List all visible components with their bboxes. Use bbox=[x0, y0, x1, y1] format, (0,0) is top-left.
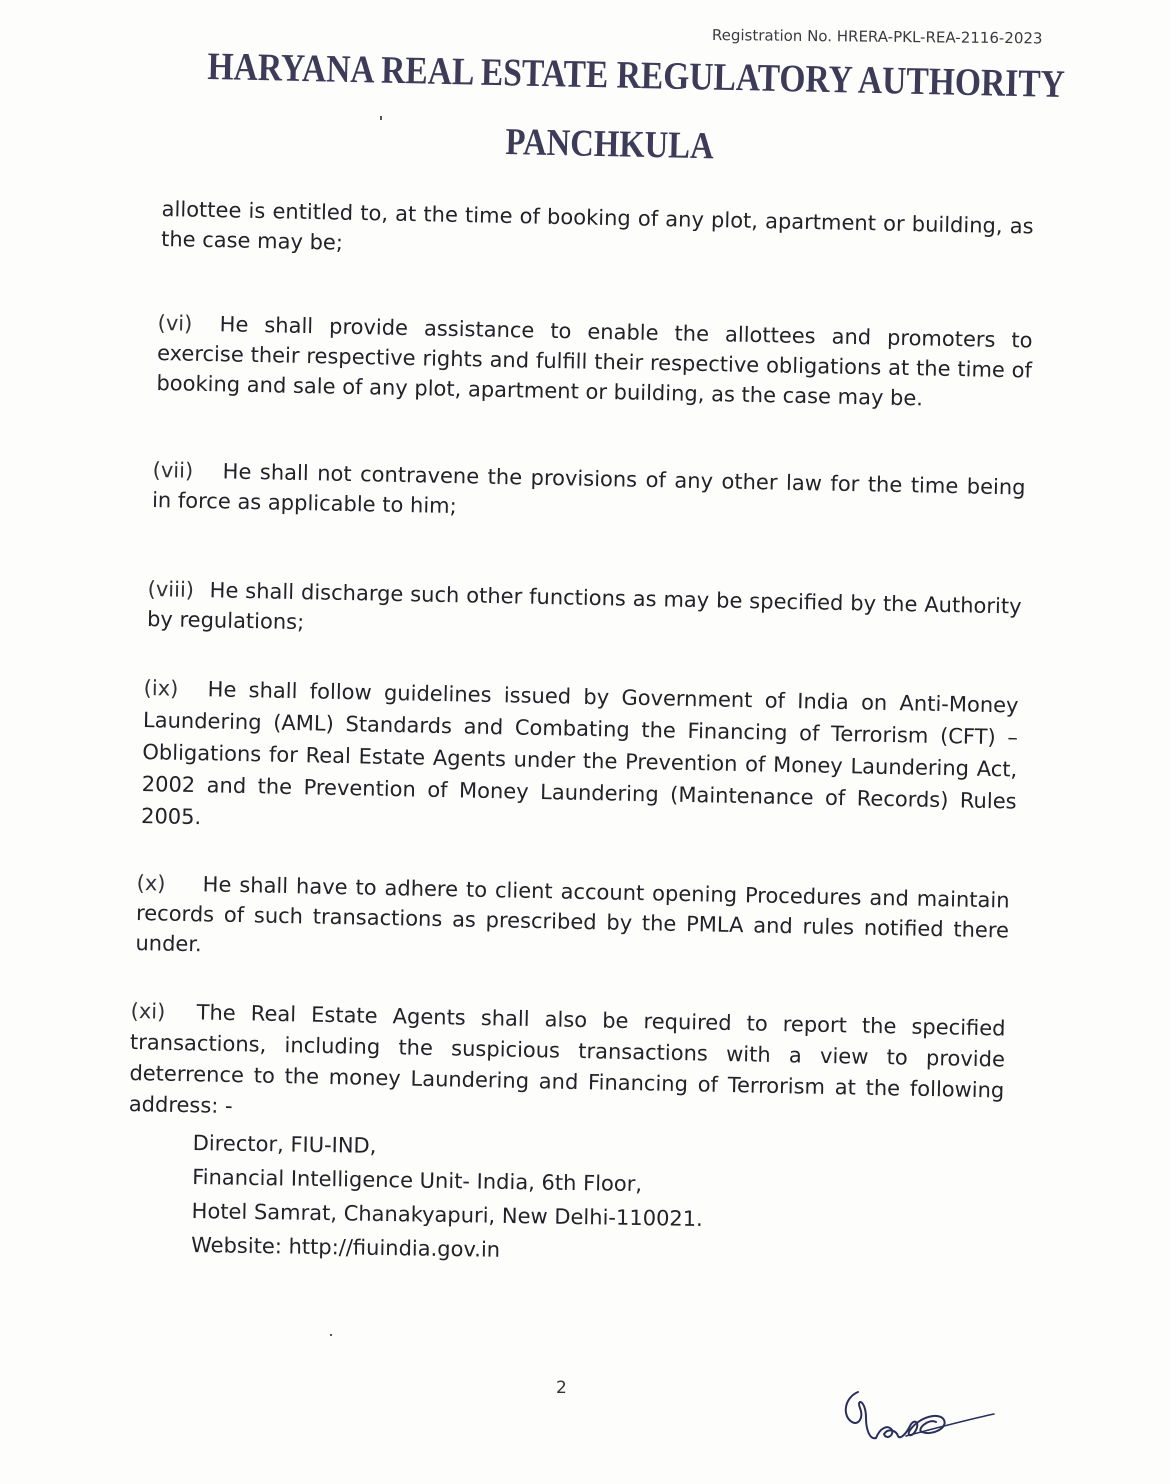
clause-ix bbox=[141, 672, 1019, 850]
address-line: Financial Intelligence Unit- India, 6th Floor, bbox=[192, 1164, 643, 1197]
clause-text: He shall provide assistance to enable the allottees and promoters to exercise their respective rights and fulfill their respective obligations at the time of booking and sale of any plot, apartment or building, as the case may be. bbox=[156, 312, 1033, 411]
address-line: Director, FIU-IND, bbox=[192, 1130, 377, 1158]
handwritten-signature bbox=[836, 1378, 1006, 1458]
clause-number: (viii) bbox=[147, 576, 195, 602]
authority-title: HARYANA REAL ESTATE REGULATORY AUTHORITY bbox=[207, 44, 1066, 106]
clause-xi bbox=[129, 996, 1006, 1138]
clause-number: (xi) bbox=[130, 998, 166, 1024]
address-website: Website: http://fiuindia.gov.in bbox=[190, 1232, 501, 1262]
clause-x bbox=[135, 868, 1010, 976]
address-line: Hotel Samrat, Chanakyapuri, New Delhi-110021. bbox=[191, 1198, 703, 1232]
clause-vi bbox=[156, 308, 1033, 416]
clause-text: He shall have to adhere to client account opening Procedures and maintain records of such transactions as prescribed by the PMLA and rules notified there under. bbox=[135, 872, 1010, 957]
fiu-address-block bbox=[191, 1126, 704, 1270]
authority-city: PANCHKULA bbox=[505, 120, 715, 168]
clause-number: (x) bbox=[136, 870, 166, 896]
page-number: 2 bbox=[556, 1378, 567, 1398]
clause-number: (ix) bbox=[143, 675, 179, 701]
scan-speck bbox=[380, 116, 382, 120]
clause-vii bbox=[152, 455, 1026, 533]
clause-number: (vi) bbox=[157, 310, 193, 336]
clause-text: The Real Estate Agents shall also be required to report the specified transactions, including the suspicious transactions with a view to provide deterrence to the money Laundering and Financing of Terrorism at the following address: - bbox=[128, 1000, 1006, 1119]
scan-speck bbox=[330, 1334, 332, 1336]
clause-number: (vii) bbox=[152, 457, 194, 483]
registration-number: Registration No. HRERA-PKL-REA-2116-2023 bbox=[711, 26, 1043, 48]
clause-viii bbox=[147, 574, 1022, 652]
clause-text: He shall follow guidelines issued by Government of India on Anti-Money Laundering (AML) Standards and Combating the Financing of Terrorism (CFT) – Obligations for Real Estate Agents under the Prevention of Money Laundering Act, 2002 and the Prevention of Money Laundering (Maintenance of Records) Rules 2005. bbox=[140, 677, 1019, 830]
continuation-paragraph: allottee is entitled to, at the time of booking of any plot, apartment or building, as the case may be; bbox=[160, 196, 1034, 255]
clause-text: He shall discharge such other functions as may be specified by the Authority by regulations; bbox=[146, 578, 1022, 635]
clause-text: He shall not contravene the provisions of any other law for the time being in force as applicable to him; bbox=[151, 459, 1026, 519]
